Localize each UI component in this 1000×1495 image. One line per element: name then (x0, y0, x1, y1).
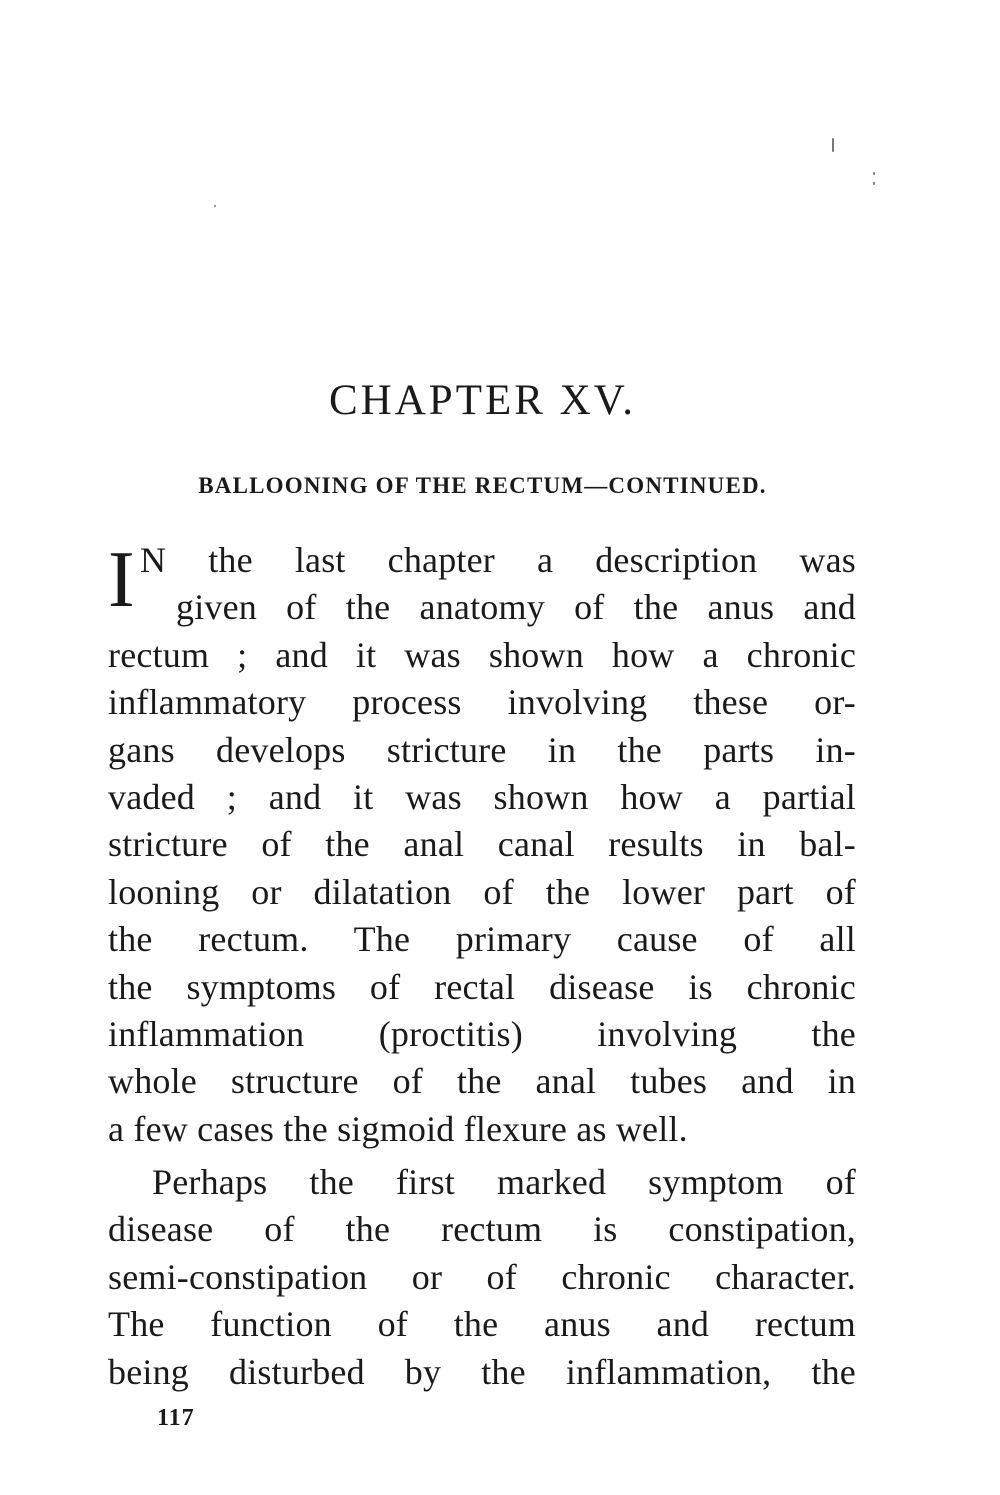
text-line: disease of the rectum is constipation, (108, 1209, 856, 1250)
text-line: inflammation (proctitis) involving the (108, 1013, 856, 1054)
chapter-title: CHAPTER XV. (329, 377, 636, 424)
paragraph-2 (108, 1159, 856, 1396)
text-line: the rectum. The primary cause of all (108, 919, 856, 960)
scan-speck (873, 172, 875, 175)
drop-cap: I (108, 540, 135, 620)
scan-speck (832, 138, 834, 152)
text-line: stricture of the anal canal results in bal- (108, 824, 856, 865)
scan-speck (214, 205, 216, 207)
text-line: a few cases the sigmoid flexure as well. (108, 1108, 688, 1149)
text-line: looning or dilatation of the lower part of (108, 871, 856, 912)
text-line: gans develops stricture in the parts in- (108, 729, 856, 770)
text-line: inflammatory process involving these or- (108, 682, 856, 723)
text-line: Perhaps the first marked symptom of (152, 1162, 856, 1202)
chapter-subtitle: BALLOONING OF THE RECTUM—CONTINUED. (198, 473, 767, 498)
page-number: 117 (157, 1405, 195, 1431)
scan-speck (873, 182, 875, 185)
text-line: given of the anatomy of the anus and (176, 587, 856, 628)
text-line: whole structure of the anal tubes and in (108, 1061, 856, 1102)
text-line: N the last chapter a description was (140, 540, 856, 580)
text-line: the symptoms of rectal disease is chronic (108, 966, 856, 1007)
text-line: semi-constipation or of chronic character. (108, 1256, 856, 1297)
text-line: vaded ; and it was shown how a partial (108, 776, 856, 817)
text-line: The function of the anus and rectum (108, 1304, 856, 1345)
paragraph-1 (108, 537, 856, 1153)
text-line: rectum ; and it was shown how a chronic (108, 634, 856, 675)
text-line: being disturbed by the inflammation, the (108, 1351, 856, 1392)
